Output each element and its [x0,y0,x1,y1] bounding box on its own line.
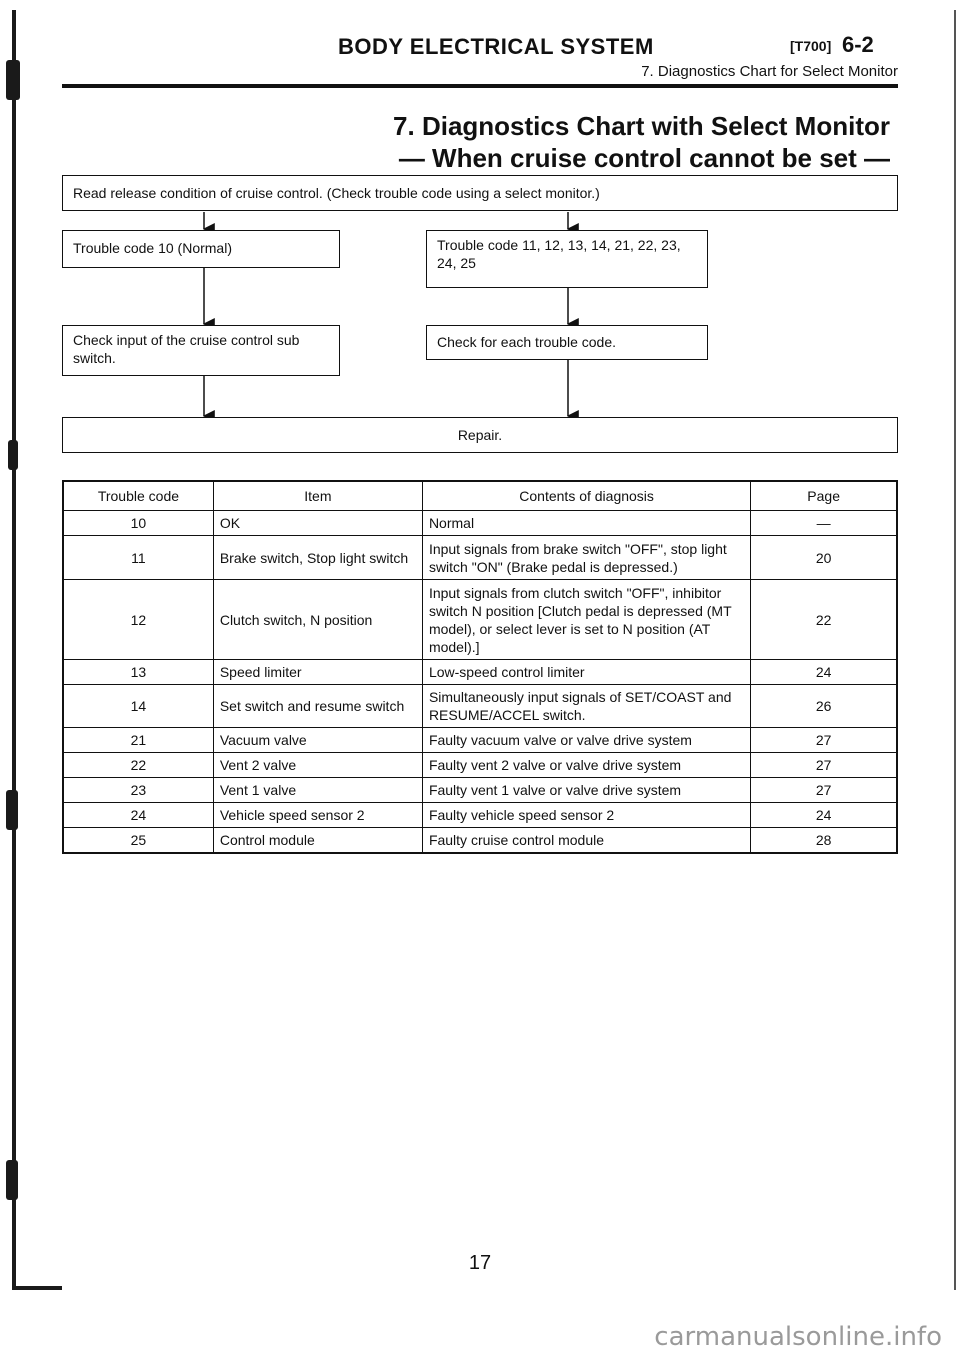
cell-item: Clutch switch, N position [213,580,422,660]
cell-code: 12 [63,580,213,660]
cell-item: Vent 2 valve [213,753,422,778]
header-page-ref: 6-2 [842,32,874,57]
cell-code: 13 [63,660,213,685]
flow-right-branch-text: Trouble code 11, 12, 13, 14, 21, 22, 23, 24, 25 [437,237,681,271]
table-row [63,803,897,828]
header-code: [T700] [790,38,832,54]
cell-contents: Low-speed control limiter [422,660,750,685]
cell-code: 11 [63,536,213,580]
scan-binding-left [0,0,22,1300]
header-page: Page [751,481,897,511]
cell-contents: Faulty vent 1 valve or valve drive system [422,778,750,803]
cell-item: Vent 1 valve [213,778,422,803]
table-header-row [63,481,897,511]
header-rule [62,84,898,88]
section-title-line2: — When cruise control cannot be set — [398,143,890,173]
table-row [63,728,897,753]
flow-start-box [62,175,898,211]
header-title: BODY ELECTRICAL SYSTEM [338,34,654,59]
cell-contents: Simultaneously input signals of SET/COAST and RESUME/ACCEL switch. [422,685,750,728]
header-item: Item [213,481,422,511]
header-contents: Contents of diagnosis [422,481,750,511]
cell-page: 27 [751,778,897,803]
cell-contents: Faulty vehicle speed sensor 2 [422,803,750,828]
diagnosis-table [62,480,898,854]
cell-page: 26 [751,685,897,728]
table-row [63,511,897,536]
cell-page: 20 [751,536,897,580]
cell-item: Vacuum valve [213,728,422,753]
flow-start-text: Read release condition of cruise control. (Check trouble code using a select monitor.) [73,185,600,201]
cell-page: 27 [751,728,897,753]
cell-page: 27 [751,753,897,778]
cell-code: 10 [63,511,213,536]
cell-code: 23 [63,778,213,803]
cell-page: — [751,511,897,536]
table-row [63,753,897,778]
cell-code: 22 [63,753,213,778]
cell-code: 25 [63,828,213,854]
cell-item: Control module [213,828,422,854]
table-row [63,536,897,580]
cell-contents: Faulty cruise control module [422,828,750,854]
cell-contents: Faulty vent 2 valve or valve drive system [422,753,750,778]
flow-right-check-text: Check for each trouble code. [437,334,616,350]
flow-left-check-text: Check input of the cruise control sub switch. [73,332,300,366]
cell-page: 28 [751,828,897,854]
flow-left-branch-box [62,230,340,268]
flow-left-branch-text: Trouble code 10 (Normal) [73,240,232,256]
cell-page: 24 [751,803,897,828]
cell-item: OK [213,511,422,536]
cell-code: 14 [63,685,213,728]
cell-code: 21 [63,728,213,753]
cell-contents: Input signals from clutch switch "OFF", inhibitor switch N position [Clutch pedal is depressed (MT model), or select lever is set to N position (AT model).] [422,580,750,660]
cell-item: Vehicle speed sensor 2 [213,803,422,828]
cell-code: 24 [63,803,213,828]
scan-binding-right [946,0,960,1300]
cell-contents: Faulty vacuum valve or valve drive system [422,728,750,753]
flow-right-check-box [426,325,708,360]
cell-item: Brake switch, Stop light switch [213,536,422,580]
flow-end-box [62,417,898,453]
flow-left-check-box [62,325,340,376]
section-title [393,110,890,174]
page-number: 17 [468,1252,492,1274]
table-row [63,828,897,854]
cell-page: 24 [751,660,897,685]
section-title-line1: 7. Diagnostics Chart with Select Monitor [393,111,890,141]
cell-contents: Normal [422,511,750,536]
flow-end-text: Repair. [457,427,503,443]
cell-item: Speed limiter [213,660,422,685]
cell-page: 22 [751,580,897,660]
table-row [63,685,897,728]
table-row [63,660,897,685]
header-subtitle: 7. Diagnostics Chart for Select Monitor [641,63,898,80]
cell-item: Set switch and resume switch [213,685,422,728]
table-row [63,778,897,803]
flow-right-branch-box [426,230,708,288]
table-row [63,580,897,660]
header-trouble-code: Trouble code [63,481,213,511]
watermark-text: carmanualsonline.info [654,1322,942,1352]
cell-contents: Input signals from brake switch "OFF", stop light switch "ON" (Brake pedal is depressed.) [422,536,750,580]
